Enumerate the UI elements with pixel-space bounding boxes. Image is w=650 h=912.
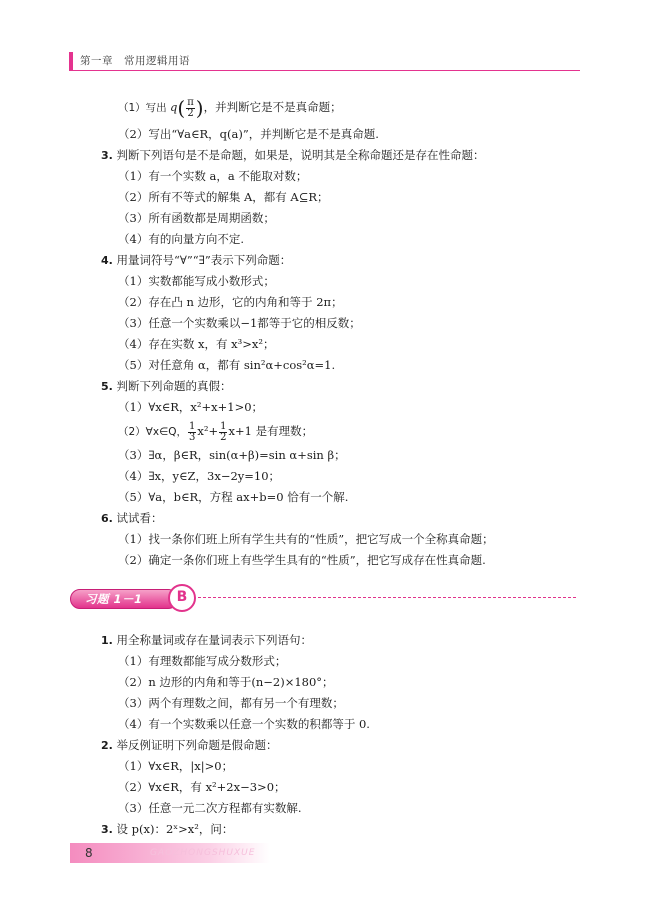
exercise-line: （1）有一个实数 a，a 不能取对数； xyxy=(118,169,308,183)
problem-number: 4. xyxy=(101,254,113,267)
problem-number: 6. xyxy=(101,512,113,525)
exercise-line: （1）找一条你们班上所有学生共有的“性质”，把它写成一个全称真命题； xyxy=(118,532,494,546)
fraction: $\frac{1}{2}$ xyxy=(220,420,227,443)
exercise-line: （2）存在凸 n 边形，它的内角和等于 2π； xyxy=(118,295,343,309)
problem-text: 判断下列命题的真假： xyxy=(116,379,232,393)
fraction: $\frac{\pi}{2}$ xyxy=(187,96,194,119)
footer-logo-text: GAOZHONGSHUXUE xyxy=(150,848,256,858)
exercise-section-banner xyxy=(70,584,578,612)
chapter-title: 第一章 常用逻辑用语 xyxy=(80,55,190,67)
exercise-line: （3）任意一个实数乘以−1都等于它的相反数； xyxy=(118,316,361,330)
problem-number: 3. xyxy=(101,823,113,836)
problem-text: 用全称量词或存在量词表示下列语句： xyxy=(116,633,312,647)
section-label: 习题 1－1 xyxy=(85,592,143,606)
exercise-line: （2）∀x∈R，有 x²+2x−3>0； xyxy=(118,780,286,794)
dashed-divider xyxy=(198,597,576,598)
exercise-line: （3）∃α，β∈R，sin(α+β)=sin α+sin β； xyxy=(118,448,346,462)
problem-number: 3. xyxy=(101,149,113,162)
problem-6 xyxy=(101,510,163,527)
exercise-line: （5）对任意角 α，都有 sin²α+cos²α=1. xyxy=(118,358,336,372)
exercise-line: （4）存在实数 x，有 x³>x²； xyxy=(118,337,275,351)
page-footer xyxy=(70,843,580,863)
exercise-line: （4）∃x，y∈Z，3x−2y=10； xyxy=(118,469,281,483)
problem-b1 xyxy=(101,632,312,649)
problem-text: 用量词符号“∀”“∃”表示下列命题： xyxy=(116,253,292,267)
page-number: 8 xyxy=(85,846,93,860)
exercise-line: （2）确定一条你们班上有些学生具有的“性质”，把它写成存在性真命题. xyxy=(118,553,486,567)
exercise-line: （5）∀a，b∈R，方程 ax+b=0 恰有一个解. xyxy=(118,490,349,504)
problem-3 xyxy=(101,147,485,164)
exercise-line: （1）写出 q( $\frac{\pi}{2}$ )，并判断它是不是真命题； xyxy=(118,96,342,120)
header-accent-bar xyxy=(69,52,73,70)
exercise-line: （1）∀x∈R，|x|>0； xyxy=(118,759,234,773)
problem-4 xyxy=(101,252,291,269)
exercise-line: （3）所有函数都是周期函数； xyxy=(118,211,275,225)
exercise-line: （2）n 边形的内角和等于(n−2)×180°； xyxy=(118,675,334,689)
problem-5 xyxy=(101,378,232,395)
exercise-line: （2）写出“∀a∈R，q(a)”，并判断它是不是真命题. xyxy=(118,127,379,141)
exercise-line: （1）有理数都能写成分数形式； xyxy=(118,654,287,668)
problem-text: 判断下列语句是不是命题，如果是，说明其是全称命题还是存在性命题： xyxy=(116,148,485,162)
problem-text: 举反例证明下列命题是假命题： xyxy=(116,738,278,752)
problem-b2 xyxy=(101,737,278,754)
exercise-line: （2）∀x∈Q， $\frac{1}{3}$ x²+ $\frac{1}{2}$ x+1 是有理数； xyxy=(118,420,314,443)
problem-number: 2. xyxy=(101,739,113,752)
problem-text: 设 p(x)：2ˣ>x²，问： xyxy=(116,822,234,836)
header-rule xyxy=(69,70,580,71)
section-letter: B xyxy=(176,589,188,605)
exercise-line: （1）∀x∈R，x²+x+1>0； xyxy=(118,400,264,414)
chapter-header xyxy=(69,52,580,70)
problem-text: 试试看： xyxy=(116,511,163,525)
fraction: $\frac{1}{3}$ xyxy=(189,420,196,443)
section-letter-badge xyxy=(168,584,196,612)
problem-number: 5. xyxy=(101,380,113,393)
exercise-line: （4）有的向量方向不定. xyxy=(118,232,244,246)
exercise-line: （3）两个有理数之间，都有另一个有理数； xyxy=(118,696,344,710)
problem-number: 1. xyxy=(101,634,113,647)
exercise-line: （1）实数都能写成小数形式； xyxy=(118,274,275,288)
problem-b3 xyxy=(101,821,233,838)
exercise-line: （4）有一个实数乘以任意一个实数的积都等于 0. xyxy=(118,717,370,731)
section-label-pill xyxy=(70,589,178,609)
exercise-line: （2）所有不等式的解集 A，都有 A⊆R； xyxy=(118,190,329,204)
exercise-line: （3）任意一元二次方程都有实数解. xyxy=(118,801,302,815)
